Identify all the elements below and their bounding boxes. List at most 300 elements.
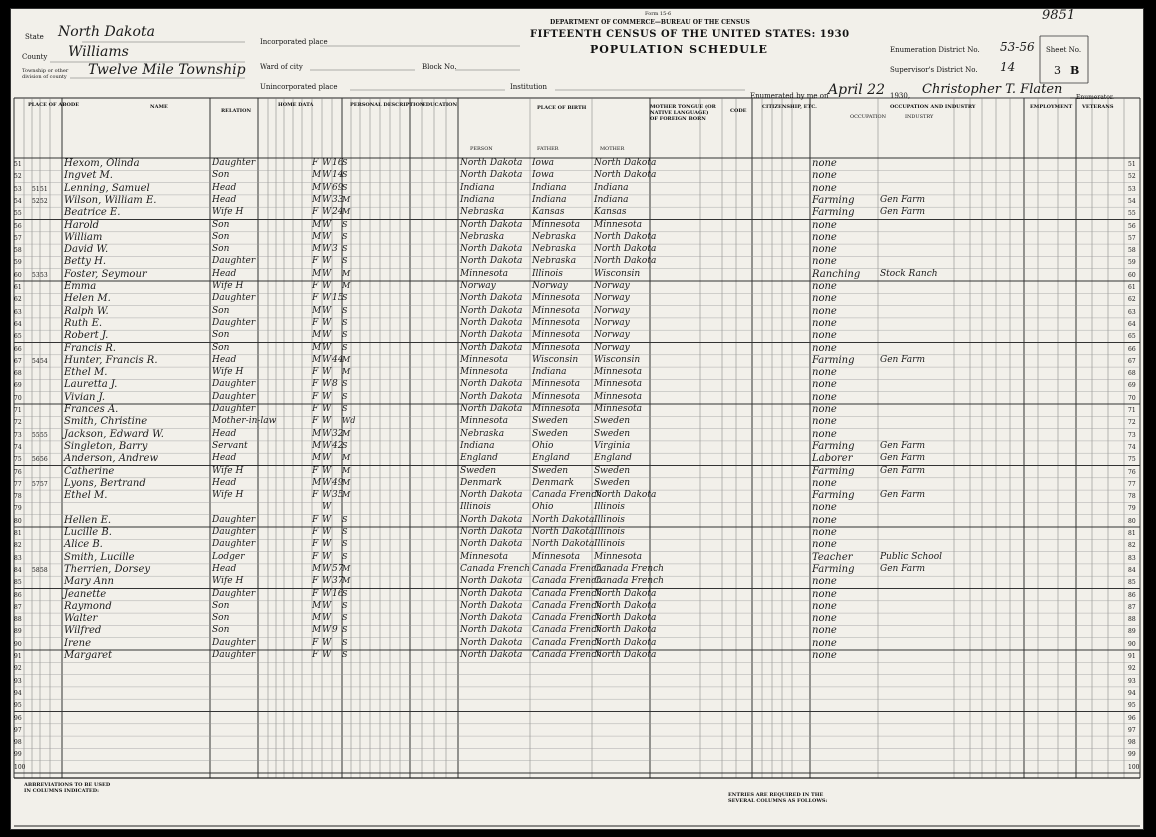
age: 37 — [332, 576, 344, 587]
sex: M — [312, 477, 322, 488]
birthplace-mother: Wisconsin — [594, 268, 641, 279]
race: W — [322, 244, 332, 255]
age: 32 — [332, 428, 344, 439]
person-name: Beatrice E. — [64, 207, 121, 219]
occupation: Farming — [812, 354, 855, 366]
birthplace-father: Iowa — [532, 170, 555, 181]
birthplace-father: Canada French — [532, 490, 602, 501]
race: W — [322, 539, 332, 550]
line-number-right: 66 — [1128, 345, 1136, 353]
sex: F — [312, 490, 319, 501]
line-number: 61 — [14, 284, 22, 291]
age: 24 — [332, 207, 344, 218]
dwelling-number: 57 — [32, 480, 40, 488]
sheet-no-value: 3 — [1054, 64, 1061, 77]
line-number-right: 99 — [1128, 751, 1136, 759]
industry: Gen Farm — [880, 207, 926, 218]
birthplace-mother: Illinois — [594, 539, 625, 550]
sheet-stamp: 9851 — [1042, 8, 1076, 23]
birthplace-father: Minnesota — [532, 379, 581, 390]
age: 69 — [332, 182, 344, 193]
relation: Daughter — [212, 527, 256, 537]
line-number-right: 81 — [1128, 530, 1136, 537]
line-number: 98 — [14, 739, 22, 747]
birthplace-father: Canada French — [532, 588, 602, 599]
marital-status: S — [342, 330, 348, 340]
birthplace-father: Kansas — [532, 207, 565, 218]
birthplace-person: North Dakota — [460, 305, 523, 316]
line-number: 78 — [14, 493, 22, 501]
sex: M — [312, 342, 322, 353]
line-number-right: 96 — [1128, 714, 1136, 722]
line-number: 69 — [14, 382, 22, 390]
marital-status: S — [342, 182, 348, 192]
person-name: Raymond — [64, 600, 112, 612]
race: W — [322, 281, 332, 291]
enumerated-label: Enumerated by me on — [750, 92, 829, 100]
marital-status: M — [342, 490, 351, 500]
line-number: 52 — [14, 173, 22, 181]
birthplace-mother: Illinois — [594, 514, 625, 525]
birthplace-father: Indiana — [532, 182, 567, 193]
heading-father: FATHER — [537, 146, 559, 152]
marital-status: M — [342, 576, 351, 586]
relation: Head — [212, 428, 237, 439]
incorporated-label: Incorporated place — [260, 38, 328, 46]
line-number: 89 — [14, 628, 22, 636]
birthplace-mother: Norway — [594, 330, 630, 341]
occupation: none — [812, 514, 837, 526]
birthplace-mother: Norway — [594, 293, 630, 304]
line-number-right: 95 — [1128, 702, 1136, 710]
line-number-right: 93 — [1128, 677, 1136, 685]
occupation: none — [812, 502, 837, 514]
birthplace-father: Minnesota — [532, 404, 581, 414]
occupation: Ranching — [812, 268, 861, 280]
race: W — [322, 637, 332, 648]
person-name: Margaret — [64, 650, 113, 661]
line-number-right: 91 — [1128, 653, 1136, 660]
marital-status: S — [342, 600, 348, 610]
marital-status: S — [342, 244, 348, 254]
birthplace-father: Ohio — [532, 440, 554, 451]
schedule-title: POPULATION SCHEDULE — [590, 43, 768, 56]
sex: F — [312, 256, 319, 267]
birthplace-person: Minnesota — [460, 416, 509, 427]
relation: Daughter — [212, 539, 256, 550]
age: 57 — [332, 563, 344, 574]
race: W — [322, 219, 332, 230]
family-number: 58 — [40, 566, 48, 574]
marital-status: M — [342, 354, 351, 364]
person-name: Catherine — [64, 465, 115, 477]
line-number-right: 100 — [1128, 763, 1140, 771]
line-number: 73 — [14, 431, 22, 439]
line-number-right: 92 — [1128, 665, 1136, 673]
race: W — [322, 588, 332, 599]
person-name: Frances A. — [64, 404, 119, 415]
sex: M — [312, 231, 322, 242]
relation: Wife H — [212, 576, 244, 587]
age: 42 — [332, 440, 344, 451]
age: 3 — [332, 244, 338, 255]
birthplace-mother: Sweden — [594, 428, 631, 439]
dwelling-number: 52 — [32, 197, 40, 205]
relation: Daughter — [212, 391, 256, 402]
race: W — [322, 650, 332, 660]
birthplace-person: England — [460, 453, 498, 464]
occupation: none — [812, 391, 837, 403]
line-number: 70 — [14, 394, 22, 402]
birthplace-mother: North Dakota — [594, 600, 657, 611]
birthplace-person: Minnesota — [460, 268, 509, 279]
enumerated-year: 1930, — [890, 92, 911, 100]
marital-status: S — [342, 317, 348, 327]
race: W — [322, 379, 332, 390]
line-number-right: 90 — [1128, 640, 1136, 648]
line-number-right: 76 — [1128, 468, 1136, 476]
industry: Gen Farm — [880, 490, 926, 501]
heading-occupation-industry: OCCUPATION AND INDUSTRY — [890, 104, 976, 110]
marital-status: S — [342, 613, 348, 623]
line-number-right: 59 — [1128, 259, 1136, 267]
line-number-right: 53 — [1128, 185, 1136, 193]
department-heading: DEPARTMENT OF COMMERCE—BUREAU OF THE CENSUS — [550, 19, 750, 26]
line-number-right: 57 — [1128, 234, 1136, 242]
marital-status: M — [342, 477, 351, 487]
birthplace-person: Norway — [460, 281, 496, 291]
heading-personal-description: PERSONAL DESCRIPTION — [350, 102, 425, 108]
sex: M — [312, 354, 322, 365]
race: W — [322, 342, 332, 353]
dwelling-number: 51 — [32, 185, 40, 193]
line-number-right: 64 — [1128, 320, 1136, 328]
line-number: 63 — [14, 308, 22, 316]
marital-status: Wd — [342, 416, 356, 426]
marital-status: S — [342, 231, 348, 241]
relation: Daughter — [212, 650, 256, 660]
line-number: 90 — [14, 640, 22, 648]
birthplace-person: North Dakota — [460, 490, 523, 501]
line-number: 60 — [14, 271, 22, 279]
relation: Wife H — [212, 367, 244, 378]
birthplace-person: North Dakota — [460, 637, 523, 648]
line-number-right: 86 — [1128, 591, 1136, 599]
line-number: 87 — [14, 603, 22, 611]
birthplace-person: North Dakota — [460, 650, 523, 660]
relation: Head — [212, 194, 237, 205]
birthplace-father: Minnesota — [532, 219, 581, 230]
age: 9 — [332, 625, 338, 636]
birthplace-person: Indiana — [460, 440, 495, 451]
birthplace-person: Indiana — [460, 194, 495, 205]
line-number: 77 — [14, 480, 22, 488]
race: W — [322, 563, 332, 574]
heading-code: CODE — [730, 108, 747, 114]
birthplace-person: North Dakota — [460, 391, 523, 402]
relation: Son — [212, 342, 230, 353]
relation: Son — [212, 244, 230, 255]
age: 35 — [332, 490, 344, 501]
birthplace-mother: North Dakota — [594, 256, 657, 267]
industry: Gen Farm — [880, 563, 926, 574]
footer-entries-required: ENTRIES ARE REQUIRED IN THE SEVERAL COLUMNS AS FOLLOWS: — [728, 792, 828, 804]
race: W — [322, 268, 332, 279]
dwelling-number: 54 — [32, 357, 40, 365]
sheet-side: B — [1070, 64, 1080, 77]
age: 33 — [332, 194, 344, 205]
marital-status: M — [342, 194, 351, 204]
occupation: none — [812, 244, 837, 256]
sex: F — [312, 514, 319, 525]
relation: Son — [212, 170, 230, 181]
occupation: none — [812, 613, 837, 625]
person-name: Ethel M. — [64, 367, 108, 379]
line-number-right: 54 — [1128, 197, 1136, 205]
industry: Gen Farm — [880, 354, 926, 365]
age: 15 — [332, 293, 344, 304]
occupation: none — [812, 317, 837, 329]
race: W — [322, 207, 332, 218]
birthplace-mother: Illinois — [594, 502, 625, 513]
line-number-right: 56 — [1128, 222, 1136, 230]
birthplace-person: Canada French — [460, 563, 530, 574]
footer-abbreviations-title: ABBREVIATIONS TO BE USED IN COLUMNS INDICATED: — [24, 782, 111, 794]
census-sheet — [10, 8, 1144, 830]
birthplace-mother: Minnesota — [594, 391, 643, 402]
birthplace-father: Nebraska — [532, 256, 577, 267]
line-number: 95 — [14, 702, 22, 710]
occupation: Farming — [812, 465, 855, 477]
heading-mother-tongue: MOTHER TONGUE (OR NATIVE LANGUAGE) OF FOREIGN BORN — [650, 104, 716, 122]
relation: Wife H — [212, 465, 244, 476]
sex: F — [312, 293, 319, 304]
relation: Daughter — [212, 293, 256, 304]
birthplace-father: Sweden — [532, 465, 569, 476]
occupation: none — [812, 367, 837, 379]
line-number-right: 80 — [1128, 517, 1136, 525]
age: 16 — [332, 588, 344, 599]
birthplace-father: Indiana — [532, 367, 567, 378]
occupation: none — [812, 527, 837, 538]
marital-status: S — [342, 551, 348, 561]
relation: Son — [212, 305, 230, 316]
race: W — [322, 490, 332, 501]
marital-status: M — [342, 465, 351, 475]
birthplace-father: Illinois — [532, 268, 563, 279]
industry: Gen Farm — [880, 465, 926, 476]
race: W — [322, 256, 332, 267]
person-name: Wilson, William E. — [64, 194, 157, 206]
marital-status: M — [342, 428, 351, 438]
line-number-right: 68 — [1128, 370, 1136, 378]
birthplace-mother: North Dakota — [594, 490, 657, 501]
line-number: 85 — [14, 579, 22, 587]
family-number: 55 — [40, 431, 48, 439]
line-number: 86 — [14, 591, 22, 599]
line-number-right: 55 — [1128, 210, 1136, 218]
heading-place-of-abode: PLACE OF ABODE — [28, 102, 80, 108]
birthplace-father: Canada French — [532, 613, 602, 624]
person-name: Ruth E. — [64, 317, 103, 329]
person-name: Irene — [64, 637, 92, 649]
sex: F — [312, 416, 319, 427]
marital-status: S — [342, 588, 348, 598]
sex: M — [312, 305, 322, 316]
marital-status: S — [342, 440, 348, 450]
occupation: none — [812, 650, 837, 661]
sex: F — [312, 404, 319, 414]
occupation: none — [812, 600, 837, 612]
birthplace-person: North Dakota — [460, 244, 523, 255]
line-number: 51 — [14, 161, 22, 168]
race: W — [322, 354, 332, 365]
line-number-right: 85 — [1128, 579, 1136, 587]
sex: F — [312, 367, 319, 378]
line-number-right: 69 — [1128, 382, 1136, 390]
line-number-right: 67 — [1128, 357, 1136, 365]
occupation: none — [812, 305, 837, 317]
line-number-right: 58 — [1128, 247, 1136, 255]
person-name: David W. — [64, 244, 109, 256]
occupation: Farming — [812, 194, 855, 206]
marital-status: M — [342, 453, 351, 463]
person-name: Francis R. — [64, 342, 116, 354]
person-name: Walter — [64, 613, 98, 625]
relation: Head — [212, 453, 237, 464]
occupation: none — [812, 219, 837, 231]
person-name: Wilfred — [64, 625, 102, 637]
line-number-right: 71 — [1128, 407, 1136, 414]
sex: F — [312, 527, 319, 537]
birthplace-person: Sweden — [460, 465, 497, 476]
person-name: Ralph W. — [64, 305, 109, 317]
birthplace-mother: North Dakota — [594, 244, 657, 255]
race: W — [322, 416, 332, 427]
line-number: 84 — [14, 566, 22, 574]
marital-status: S — [342, 158, 348, 167]
line-number: 88 — [14, 616, 22, 624]
marital-status: S — [342, 625, 348, 635]
sex: M — [312, 330, 322, 341]
race: W — [322, 428, 332, 439]
birthplace-father: Minnesota — [532, 391, 581, 402]
race: W — [322, 600, 332, 611]
person-name: Therrien, Dorsey — [64, 563, 151, 575]
industry: Stock Ranch — [880, 268, 938, 279]
industry: Public School — [880, 551, 942, 562]
birthplace-mother: Indiana — [594, 182, 629, 193]
relation: Daughter — [212, 588, 256, 599]
relation: Daughter — [212, 404, 256, 414]
birthplace-mother: North Dakota — [594, 170, 657, 181]
occupation: Farming — [812, 207, 855, 219]
birthplace-person: Minnesota — [460, 551, 509, 562]
line-number-right: 89 — [1128, 628, 1136, 636]
birthplace-mother: Norway — [594, 342, 630, 353]
heading-person: PERSON — [470, 146, 493, 152]
birthplace-father: North Dakota — [532, 527, 595, 537]
birthplace-father: Nebraska — [532, 244, 577, 255]
line-number: 74 — [14, 443, 22, 451]
enumerated-date: April 22 — [828, 82, 885, 98]
birthplace-person: North Dakota — [460, 600, 523, 611]
birthplace-mother: Canada French — [594, 576, 664, 587]
relation: Head — [212, 182, 237, 193]
birthplace-mother: North Dakota — [594, 158, 657, 168]
race: W — [322, 514, 332, 525]
line-number: 56 — [14, 222, 22, 230]
birthplace-mother: Minnesota — [594, 404, 643, 414]
heading-name: NAME — [150, 104, 168, 110]
sex: M — [312, 600, 322, 611]
heading-education: EDUCATION — [422, 102, 458, 108]
marital-status: S — [342, 650, 348, 659]
race: W — [322, 170, 332, 181]
marital-status: S — [342, 391, 348, 401]
marital-status: S — [342, 637, 348, 647]
line-number: 64 — [14, 320, 22, 328]
heading-home-data: HOME DATA — [278, 102, 314, 108]
birthplace-mother: Minnesota — [594, 219, 643, 230]
line-number-right: 51 — [1128, 161, 1136, 168]
relation: Daughter — [212, 158, 256, 168]
line-number: 92 — [14, 665, 22, 673]
line-number: 82 — [14, 542, 22, 550]
birthplace-person: North Dakota — [460, 527, 523, 537]
heading-veterans: VETERANS — [1082, 104, 1114, 110]
birthplace-father: Iowa — [532, 158, 555, 168]
line-number-right: 62 — [1128, 296, 1136, 304]
person-name: Singleton, Barry — [64, 440, 148, 452]
birthplace-mother: Sweden — [594, 465, 631, 476]
birthplace-person: North Dakota — [460, 576, 523, 587]
sex: F — [312, 637, 319, 648]
marital-status: S — [342, 219, 348, 229]
occupation: none — [812, 637, 837, 649]
relation: Wife H — [212, 207, 244, 218]
line-number: 65 — [14, 333, 22, 341]
sex: F — [312, 379, 319, 390]
birthplace-person: North Dakota — [460, 613, 523, 624]
heading-relation: RELATION — [221, 108, 252, 114]
occupation: none — [812, 256, 837, 268]
supervisor-label: Supervisor's District No. — [890, 66, 978, 74]
state-value: North Dakota — [58, 24, 155, 40]
race: W — [322, 527, 332, 537]
marital-status: S — [342, 527, 348, 536]
sex: F — [312, 539, 319, 550]
birthplace-mother: Canada French — [594, 563, 664, 574]
person-name: Lauretta J. — [64, 379, 118, 391]
birthplace-mother: North Dakota — [594, 650, 657, 660]
age: 49 — [332, 477, 344, 488]
sex: M — [312, 453, 322, 464]
birthplace-father: Ohio — [532, 502, 554, 513]
birthplace-person: North Dakota — [460, 404, 523, 414]
birthplace-mother: Virginia — [594, 440, 631, 451]
marital-status: M — [342, 281, 351, 290]
race: W — [322, 576, 332, 587]
marital-status: S — [342, 293, 348, 303]
line-number: 71 — [14, 407, 22, 414]
heading-mother: MOTHER — [600, 146, 625, 152]
birthplace-father: Canada French — [532, 600, 602, 611]
birthplace-mother: Sweden — [594, 416, 631, 427]
industry: Gen Farm — [880, 194, 926, 205]
person-name: Anderson, Andrew — [64, 453, 159, 465]
sex: M — [312, 268, 322, 279]
